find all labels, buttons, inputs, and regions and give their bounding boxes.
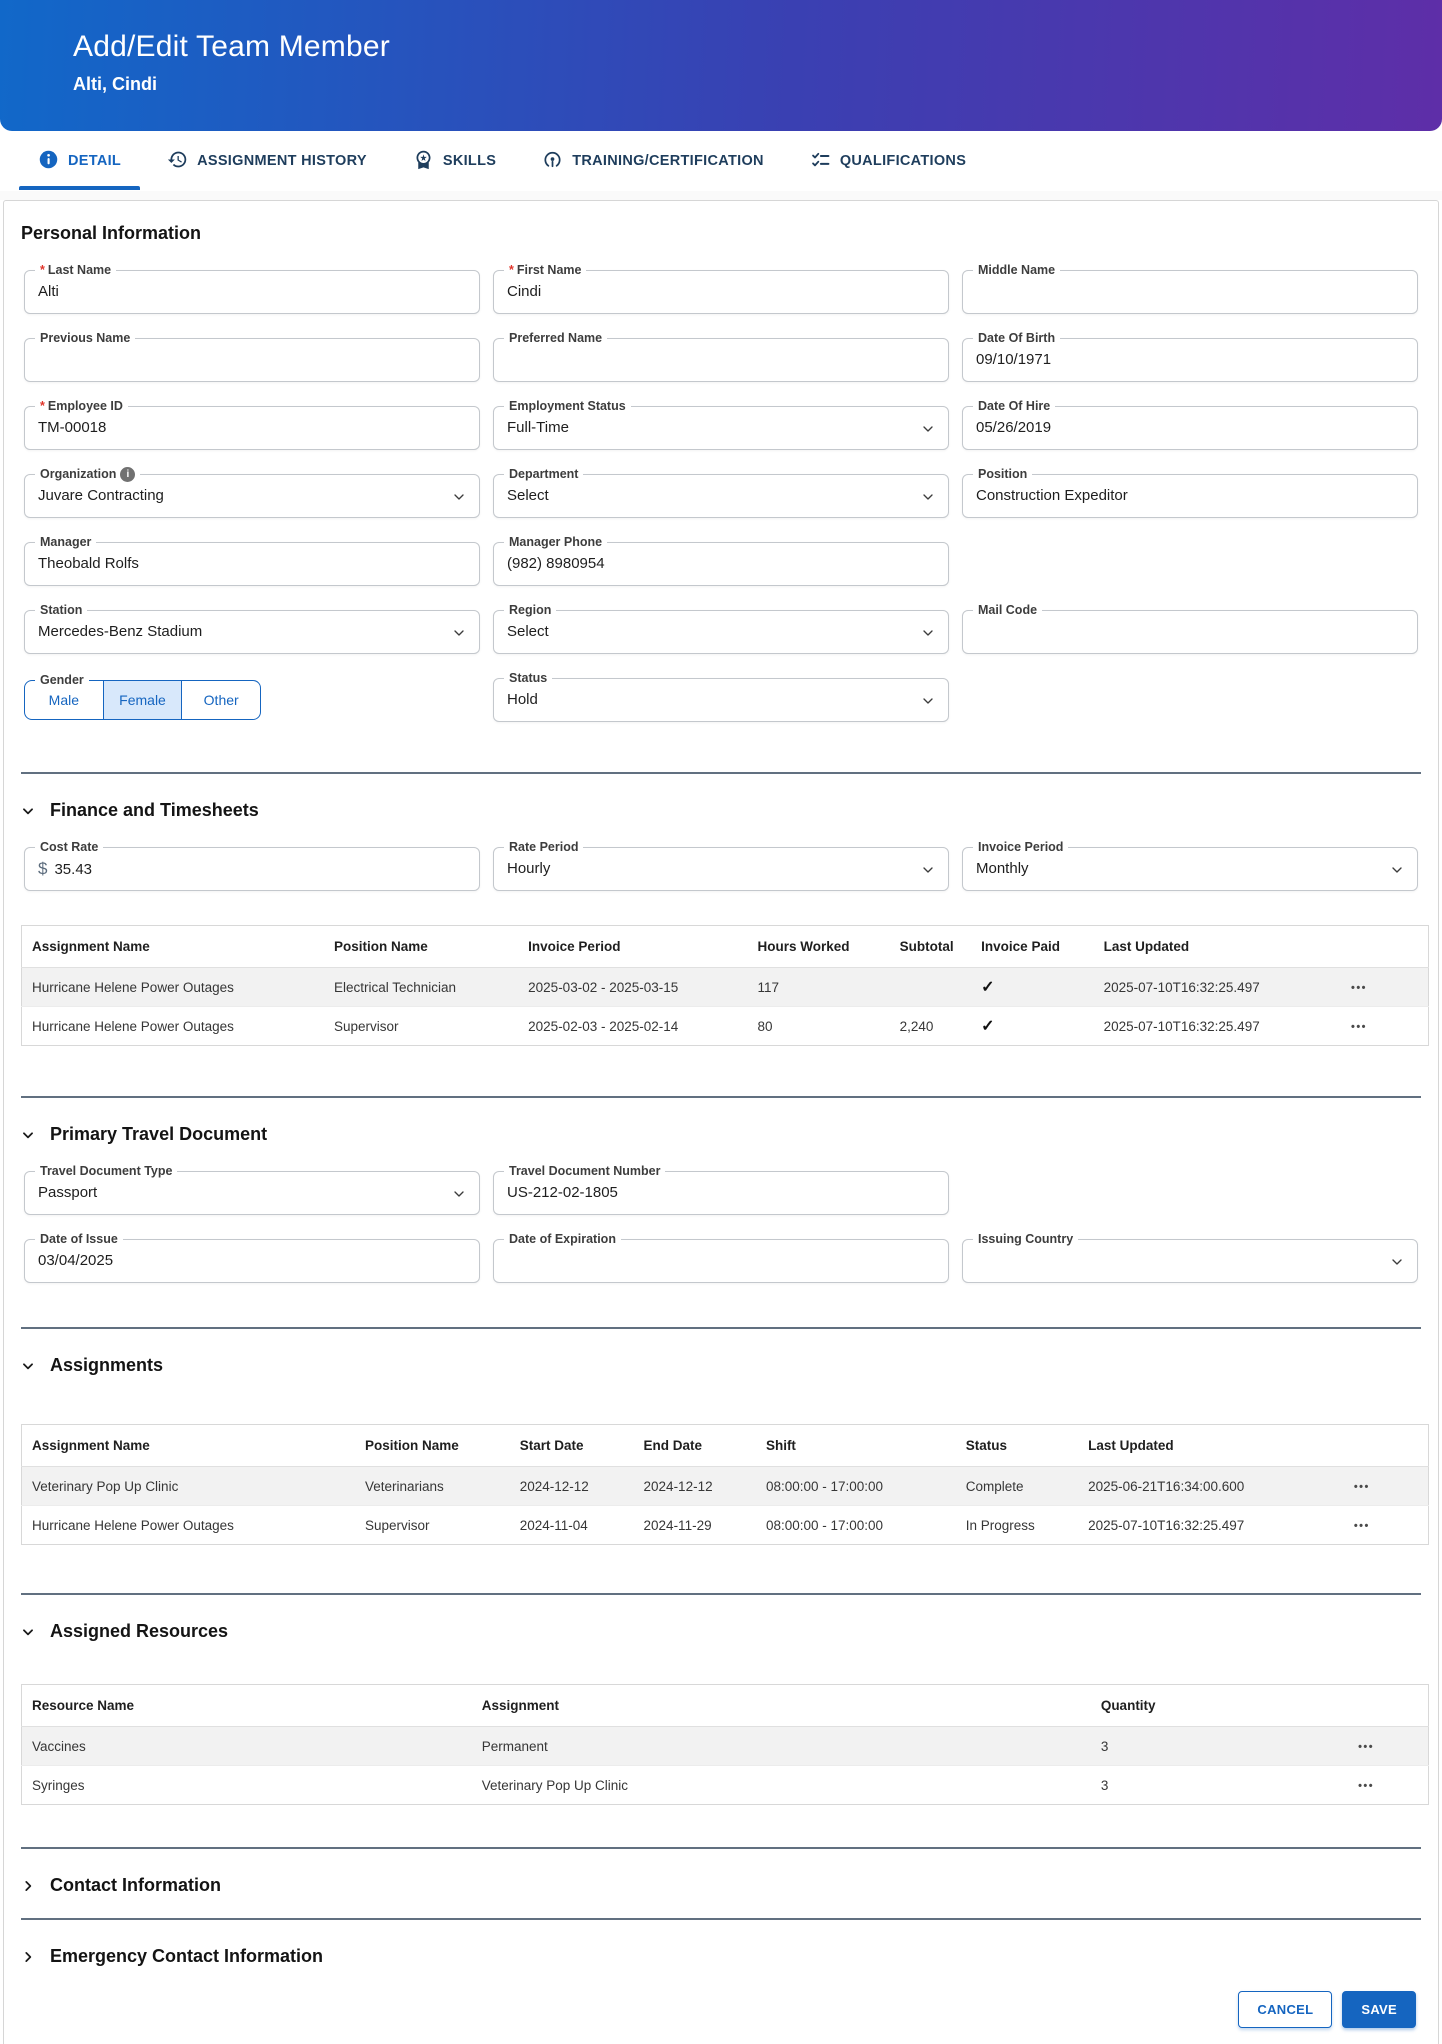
section-divider [21,1327,1421,1329]
first-name-value[interactable]: Cindi [507,283,542,300]
more-actions-button[interactable]: ••• [1350,1518,1374,1534]
tab-assignment-history[interactable]: ASSIGNMENT HISTORY [155,131,379,191]
column-header-actions [1340,1425,1429,1467]
station-value[interactable]: Mercedes-Benz Stadium [38,623,203,640]
issuing-country-select[interactable]: Issuing Country [962,1239,1418,1283]
gender-option-female[interactable]: Female [104,681,183,719]
tab-qualifications[interactable]: QUALIFICATIONS [798,131,978,191]
position-value[interactable]: Construction Expeditor [976,487,1128,504]
page-header [0,0,1442,131]
organization-value[interactable]: Juvare Contracting [38,487,164,504]
section-divider [21,1918,1421,1920]
travel-document-grid [24,1164,1418,1283]
table-row[interactable]: Veterinary Pop Up Clinic Veterinarians 2024-12-12 2024-12-12 08:00:00 - 17:00:00 Complete 2025-06-21T16:34:00.600 ••• [22,1467,1429,1506]
column-header: Invoice Period [518,926,747,968]
chevron-down-icon [451,1186,467,1202]
chevron-right-icon [21,1879,35,1893]
region-value[interactable]: Select [507,623,549,640]
chevron-down-icon [21,1625,35,1639]
save-button[interactable]: SAVE [1342,1991,1416,2028]
grid-spacer [962,542,1418,586]
column-header: Invoice Paid [971,926,1093,968]
table-header-row [22,1685,1429,1727]
required-asterisk: * [40,399,45,413]
table-header-row [22,1425,1429,1467]
date-of-birth-field[interactable]: Date Of Birth 09/10/1971 [962,338,1418,382]
manager-field[interactable]: Manager Theobald Rolfs [24,542,480,586]
page-subtitle: Alti, Cindi [73,74,157,94]
check-icon: ✓ [971,968,1093,1007]
last-name-value[interactable]: Alti [38,283,59,300]
gender-option-other[interactable]: Other [182,681,260,719]
cost-rate-value: 35.43 [54,861,93,878]
column-header: Last Updated [1094,926,1337,968]
travel-document-type-value[interactable]: Passport [38,1184,98,1201]
gender-option-male[interactable]: Male [25,681,104,719]
more-actions-button[interactable]: ••• [1350,1479,1374,1495]
chevron-down-icon [920,862,936,878]
cancel-button[interactable]: CANCEL [1238,1991,1332,2028]
chevron-down-icon [920,421,936,437]
gender-field-wrap [24,673,480,722]
travel-document-section-header[interactable]: Primary Travel Document [21,1124,1421,1145]
checklist-icon [810,149,831,174]
region-select[interactable]: Region Select [493,610,949,654]
page-title: Add/Edit Team Member [73,30,390,63]
tab-skills[interactable]: SKILLS [401,131,508,191]
more-actions-button[interactable]: ••• [1347,1019,1371,1035]
invoice-period-select[interactable]: Invoice Period Monthly [962,847,1418,891]
assigned-resources-section-header[interactable]: Assigned Resources [21,1621,1421,1642]
column-header: Status [956,1425,1078,1467]
tab-detail[interactable]: DETAIL [26,131,133,191]
info-icon[interactable]: i [120,467,135,482]
info-circle-icon [38,149,59,174]
chevron-down-icon [451,489,467,505]
personal-information-title: Personal Information [21,223,202,243]
travel-document-number-value[interactable]: US-212-02-1805 [507,1184,618,1201]
tab-training-certification[interactable]: TRAINING/CERTIFICATION [530,131,776,191]
employee-id-field[interactable]: * Employee ID TM-00018 [24,406,480,450]
column-header: Position Name [355,1425,510,1467]
status-select[interactable]: Status Hold [493,678,949,722]
date-of-issue-value[interactable]: 03/04/2025 [38,1252,114,1269]
manager-value[interactable]: Theobald Rolfs [38,555,139,572]
chevron-down-icon [21,1359,35,1373]
column-header: Position Name [324,926,518,968]
grid-spacer [962,678,1418,722]
date-of-expiration-field[interactable]: Date of Expiration [493,1239,949,1283]
preferred-name-field[interactable]: Preferred Name [493,338,949,382]
finance-section-header[interactable]: Finance and Timesheets [21,800,1421,821]
column-header: Assignment [472,1685,1091,1727]
department-select[interactable]: Department Select [493,474,949,518]
rate-period-select[interactable]: Rate Period Hourly [493,847,949,891]
tab-content-gap [0,191,1442,200]
column-header: Shift [756,1425,956,1467]
assignments-table [21,1424,1429,1545]
table-header-row [22,926,1429,968]
date-of-hire-value[interactable]: 05/26/2019 [976,419,1052,436]
date-of-issue-field[interactable]: Date of Issue 03/04/2025 [24,1239,480,1283]
column-header: Resource Name [22,1685,472,1727]
more-actions-button[interactable]: ••• [1347,980,1371,996]
rate-period-value[interactable]: Hourly [507,860,551,877]
chevron-down-icon [1389,862,1405,878]
history-icon [167,149,188,174]
form-action-bar [26,1991,1416,2028]
column-header: Subtotal [890,926,972,968]
badge-icon [413,149,434,174]
column-header-actions [1337,926,1429,968]
column-header: Last Updated [1078,1425,1340,1467]
chevron-down-icon [920,693,936,709]
gender-segmented-control: Gender Male Female Other [24,680,261,720]
contact-information-section-header[interactable]: Contact Information [21,1875,1421,1896]
chevron-down-icon [1389,1254,1405,1270]
column-header: Quantity [1091,1685,1344,1727]
date-of-hire-field[interactable]: Date Of Hire 05/26/2019 [962,406,1418,450]
chevron-down-icon [451,625,467,641]
mail-code-field[interactable]: Mail Code [962,610,1418,654]
organization-select[interactable]: Organization i Juvare Contracting [24,474,480,518]
employee-id-value[interactable]: TM-00018 [38,419,107,436]
chevron-right-icon [21,1950,35,1964]
previous-name-field[interactable]: Previous Name [24,338,480,382]
department-value[interactable]: Select [507,487,549,504]
employment-status-select[interactable]: Employment Status Full-Time [493,406,949,450]
status-value[interactable]: Hold [507,691,538,708]
grid-spacer [962,1171,1418,1215]
table-row[interactable]: Hurricane Helene Power Outages Supervisor 2024-11-04 2024-11-29 08:00:00 - 17:00:00 In Progress 2025-07-10T16:32:25.497 ••• [22,1506,1429,1545]
table-row[interactable]: Hurricane Helene Power Outages Electrical Technician 2025-03-02 - 2025-03-15 117 ✓ 2025-07-10T16:32:25.497 ••• [22,968,1429,1007]
more-actions-button[interactable]: ••• [1354,1739,1378,1755]
emergency-contact-section-header[interactable]: Emergency Contact Information [21,1946,1421,1967]
travel-document-type-select[interactable]: Travel Document Type Passport [24,1171,480,1215]
column-header: Assignment Name [22,1425,355,1467]
personal-information-grid [24,263,1418,722]
column-header: Assignment Name [22,926,325,968]
assigned-resources-table [21,1684,1429,1805]
column-header: Start Date [510,1425,634,1467]
date-of-birth-value[interactable]: 09/10/1971 [976,351,1052,368]
last-name-field[interactable]: * Last Name Alti [24,270,480,314]
required-asterisk: * [509,263,514,277]
column-header: Hours Worked [747,926,889,968]
dollar-prefix: $ [38,859,48,878]
section-divider [21,1593,1421,1595]
table-row[interactable]: Syringes Veterinary Pop Up Clinic 3 ••• [22,1766,1429,1805]
first-name-field[interactable]: * First Name Cindi [493,270,949,314]
section-divider [21,1096,1421,1098]
detail-form-card [3,200,1439,2044]
manager-phone-value[interactable]: (982) 8980954 [507,555,605,572]
invoice-period-value[interactable]: Monthly [976,860,1029,877]
chevron-down-icon [21,804,35,818]
tab-bar [0,131,1442,191]
station-select[interactable]: Station Mercedes-Benz Stadium [24,610,480,654]
chevron-down-icon [920,489,936,505]
training-icon [542,149,563,174]
employment-status-value[interactable]: Full-Time [507,419,569,436]
chevron-down-icon [21,1128,35,1142]
more-actions-button[interactable]: ••• [1354,1778,1378,1794]
middle-name-field[interactable]: Middle Name [962,270,1418,314]
chevron-down-icon [920,625,936,641]
check-icon: ✓ [981,1018,995,1035]
timesheets-table [21,925,1429,1046]
column-header: End Date [634,1425,756,1467]
assignments-section-header[interactable]: Assignments [21,1355,1421,1376]
finance-fields-grid [24,840,1418,891]
manager-phone-field[interactable]: Manager Phone (982) 8980954 [493,542,949,586]
cost-rate-field[interactable]: Cost Rate $ 35.43 [24,847,480,891]
section-divider [21,1847,1421,1849]
column-header-actions [1344,1685,1428,1727]
section-divider [21,772,1421,774]
table-row[interactable]: Hurricane Helene Power Outages Supervisor 2025-02-03 - 2025-02-14 80 2,240 ✓ 2025-07-10T16:32:25.497 ••• [22,1007,1429,1046]
table-row[interactable]: Vaccines Permanent 3 ••• [22,1727,1429,1766]
travel-document-number-field[interactable]: Travel Document Number US-212-02-1805 [493,1171,949,1215]
position-field[interactable]: Position Construction Expeditor [962,474,1418,518]
required-asterisk: * [40,263,45,277]
